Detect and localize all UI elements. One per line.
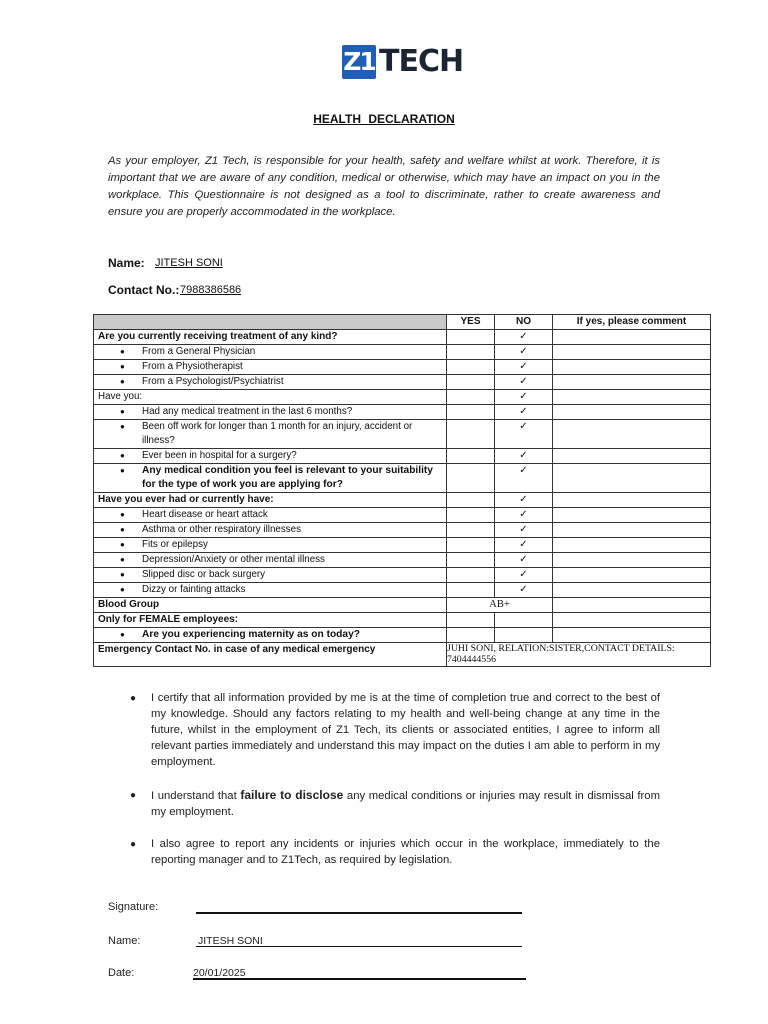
yes-cell bbox=[447, 568, 495, 583]
no-checkmark: ✓ bbox=[495, 508, 553, 523]
yes-cell bbox=[447, 553, 495, 568]
bullet-icon: ● bbox=[130, 693, 137, 704]
no-checkmark: ✓ bbox=[495, 405, 553, 420]
name-label: Name: bbox=[108, 256, 145, 270]
declaration-2: ● I understand that failure to disclose any medical conditions or injuries may result in dismissal from my employment. bbox=[130, 788, 660, 818]
date-line bbox=[193, 978, 526, 980]
question-cell: ● Dizzy or fainting attacks bbox=[94, 583, 447, 598]
no-header: NO bbox=[495, 315, 553, 330]
table-row bbox=[94, 568, 711, 583]
question-cell: ● Had any medical treatment in the last 6 months? bbox=[94, 405, 447, 420]
no-cell bbox=[495, 613, 553, 628]
company-logo bbox=[342, 43, 462, 81]
question-header bbox=[94, 315, 447, 330]
comment-cell bbox=[553, 375, 711, 390]
question-cell: ● From a General Physician bbox=[94, 345, 447, 360]
comment-cell bbox=[553, 345, 711, 360]
logo-word: TECH bbox=[379, 44, 464, 79]
table-row bbox=[94, 508, 711, 523]
question-cell: ● Been off work for longer than 1 month for an injury, accident or illness? bbox=[94, 420, 447, 449]
no-checkmark: ✓ bbox=[495, 375, 553, 390]
table-row bbox=[94, 628, 711, 643]
table-row bbox=[94, 345, 711, 360]
no-checkmark: ✓ bbox=[495, 390, 553, 405]
table-row bbox=[94, 643, 711, 667]
yes-cell bbox=[447, 420, 495, 449]
no-checkmark: ✓ bbox=[495, 464, 553, 493]
yes-cell bbox=[447, 464, 495, 493]
no-checkmark: ✓ bbox=[495, 583, 553, 598]
emergency-value: JUHI SONI, RELATION:SISTER,CONTACT DETAILS: 7404444556 bbox=[447, 643, 711, 667]
declaration-1: ● I certify that all information provided by me is at the time of completion true and correct to the best of my knowledge. Should any factors relating to my health and well-being change at any time in the future, whilst in the employment of Z1 Tech, its clients or associated entities, I agree to inform all relevant parties immediately and understand this may impact on the duties I am able to perform in my employment. bbox=[130, 692, 660, 768]
table-row bbox=[94, 553, 711, 568]
logo-mark: Z1 bbox=[342, 45, 376, 79]
comment-cell bbox=[553, 538, 711, 553]
comment-cell bbox=[553, 420, 711, 449]
question-cell: ● Asthma or other respiratory illnesses bbox=[94, 523, 447, 538]
comment-cell bbox=[553, 330, 711, 345]
yes-cell bbox=[447, 375, 495, 390]
comment-cell bbox=[553, 493, 711, 508]
health-questionnaire-table bbox=[93, 314, 711, 667]
table-header-row bbox=[94, 315, 711, 330]
comment-cell bbox=[553, 583, 711, 598]
comment-cell bbox=[553, 449, 711, 464]
date-value: 20/01/2025 bbox=[193, 967, 246, 979]
failure-to-disclose-emphasis: failure to disclose bbox=[240, 788, 344, 802]
comment-cell bbox=[553, 508, 711, 523]
table-row bbox=[94, 375, 711, 390]
yes-cell bbox=[447, 538, 495, 553]
comment-cell bbox=[553, 628, 711, 643]
yes-cell bbox=[447, 493, 495, 508]
document-title: HEALTH DECLARATION bbox=[313, 112, 455, 126]
table-row bbox=[94, 405, 711, 420]
yes-cell bbox=[447, 508, 495, 523]
yes-cell bbox=[447, 613, 495, 628]
comment-header: If yes, please comment bbox=[553, 315, 711, 330]
no-checkmark: ✓ bbox=[495, 568, 553, 583]
blood-group-label: Blood Group bbox=[94, 598, 447, 613]
no-checkmark: ✓ bbox=[495, 493, 553, 508]
declaration-3: ● I also agree to report any incidents or injuries which occur in the workplace, immediately to the reporting manager and to Z1Tech, as required by legislation. bbox=[130, 838, 660, 866]
question-cell: ● From a Psychologist/Psychiatrist bbox=[94, 375, 447, 390]
contact-value: 7988386586 bbox=[180, 284, 242, 296]
comment-cell bbox=[553, 464, 711, 493]
yes-cell bbox=[447, 628, 495, 643]
table-row bbox=[94, 583, 711, 598]
no-checkmark: ✓ bbox=[495, 538, 553, 553]
table-row bbox=[94, 464, 711, 493]
signature-line bbox=[196, 912, 522, 914]
sign-name-label: Name: bbox=[108, 935, 141, 947]
comment-cell bbox=[553, 613, 711, 628]
question-cell: ● Ever been in hospital for a surgery? bbox=[94, 449, 447, 464]
table-row bbox=[94, 523, 711, 538]
yes-cell bbox=[447, 390, 495, 405]
comment-cell bbox=[553, 360, 711, 375]
question-cell: ● Heart disease or heart attack bbox=[94, 508, 447, 523]
table-footer bbox=[94, 598, 711, 667]
question-cell: Are you currently receiving treatment of any kind? bbox=[94, 330, 447, 345]
question-cell: ● Depression/Anxiety or other mental illness bbox=[94, 553, 447, 568]
yes-header: YES bbox=[447, 315, 495, 330]
no-checkmark: ✓ bbox=[495, 420, 553, 449]
comment-cell bbox=[553, 598, 711, 613]
no-checkmark: ✓ bbox=[495, 449, 553, 464]
no-checkmark: ✓ bbox=[495, 360, 553, 375]
question-cell: Have you: bbox=[94, 390, 447, 405]
contact-label: Contact No.: bbox=[108, 283, 180, 297]
yes-cell bbox=[447, 345, 495, 360]
bullet-icon: ● bbox=[130, 790, 137, 801]
bullet-icon: ● bbox=[130, 839, 137, 850]
yes-cell bbox=[447, 449, 495, 464]
question-cell: ● Any medical condition you feel is relevant to your suitability for the type of work you are applying for? bbox=[94, 464, 447, 493]
comment-cell bbox=[553, 553, 711, 568]
yes-cell bbox=[447, 583, 495, 598]
question-cell: ● From a Physiotherapist bbox=[94, 360, 447, 375]
name-line bbox=[196, 946, 522, 947]
yes-cell bbox=[447, 360, 495, 375]
table-row bbox=[94, 330, 711, 345]
no-checkmark: ✓ bbox=[495, 523, 553, 538]
table-row bbox=[94, 598, 711, 613]
question-cell: Have you ever had or currently have: bbox=[94, 493, 447, 508]
sign-name-value: JITESH SONI bbox=[198, 935, 263, 947]
no-checkmark: ✓ bbox=[495, 330, 553, 345]
no-checkmark: ✓ bbox=[495, 553, 553, 568]
table-row bbox=[94, 390, 711, 405]
table-row bbox=[94, 420, 711, 449]
female-label: Only for FEMALE employees: bbox=[94, 613, 447, 628]
no-checkmark: ✓ bbox=[495, 345, 553, 360]
table-row bbox=[94, 360, 711, 375]
intro-paragraph: As your employer, Z1 Tech, is responsible for your health, safety and welfare whilst at work. Therefore, it is important that we are aware of any condition, medical or otherwise, which may have an impact on you in the workplace. This Questionnaire is not designed as a tool to discriminate, rather to create awareness and ensure you are properly accommodated in the workplace. bbox=[108, 155, 660, 218]
table-row bbox=[94, 449, 711, 464]
comment-cell bbox=[553, 405, 711, 420]
table-row bbox=[94, 493, 711, 508]
table-row bbox=[94, 538, 711, 553]
yes-cell bbox=[447, 523, 495, 538]
date-label: Date: bbox=[108, 967, 135, 979]
blood-group-value: AB+ bbox=[447, 598, 553, 613]
emergency-label: Emergency Contact No. in case of any medical emergency bbox=[94, 643, 447, 667]
comment-cell bbox=[553, 523, 711, 538]
table-body bbox=[94, 330, 711, 598]
question-cell: ● Fits or epilepsy bbox=[94, 538, 447, 553]
no-cell bbox=[495, 628, 553, 643]
question-cell: ● Slipped disc or back surgery bbox=[94, 568, 447, 583]
signature-label: Signature: bbox=[108, 901, 159, 913]
yes-cell bbox=[447, 405, 495, 420]
name-value: JITESH SONI bbox=[155, 257, 223, 269]
comment-cell bbox=[553, 568, 711, 583]
maternity-question: ● Are you experiencing maternity as on today? bbox=[94, 628, 447, 643]
yes-cell bbox=[447, 330, 495, 345]
table-row bbox=[94, 613, 711, 628]
comment-cell bbox=[553, 390, 711, 405]
